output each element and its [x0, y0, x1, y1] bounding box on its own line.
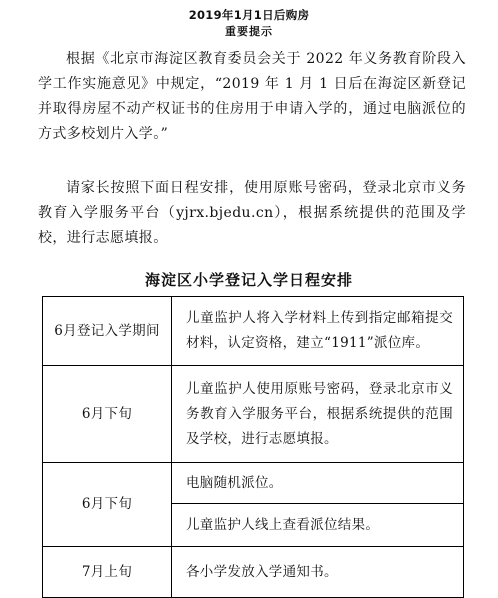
- period-cell: 6月下旬: [43, 366, 172, 463]
- table-row: [43, 463, 464, 504]
- period-cell: 6月登记入学期间: [43, 297, 172, 366]
- table-row: [43, 366, 464, 463]
- instruction-paragraph: 请家长按照下面日程安排，使用原账号密码，登录北京市义务教育入学服务平台（yjrx.bjedu.cn），根据系统提供的范围及学校，进行志愿填报。: [38, 180, 466, 246]
- notice-subtitle: 重要提示: [225, 25, 273, 38]
- policy-paragraph: 根据《北京市海淀区教育委员会关于 2022 年义务教育阶段入学工作实施意见》中规定，“2019 年 1 月 1 日后在海淀区新登记并取得房屋不动产权证书的住房用于申请入学的，通过电脑派位的方式多校划片入学。”: [38, 51, 466, 142]
- period-cell: 6月下旬: [43, 463, 172, 547]
- period-cell: 7月上旬: [43, 547, 172, 598]
- description-cell: 儿童监护人使用原账号密码，登录北京市义务教育入学服务平台，根据系统提供的范围及学校，进行志愿填报。: [172, 366, 464, 463]
- schedule-title: 海淀区小学登记入学日程安排: [144, 271, 353, 289]
- description-cell: 儿童监护人将入学材料上传到指定邮箱提交材料，认定资格，建立“1911”派位库。: [172, 297, 464, 366]
- table-row: [43, 547, 464, 598]
- description-cell: 各小学发放入学通知书。: [172, 547, 464, 598]
- schedule-table: [42, 296, 464, 598]
- table-row: [43, 297, 464, 366]
- description-cell: 电脑随机派位。: [172, 463, 464, 504]
- description-cell: 儿童监护人线上查看派位结果。: [172, 504, 464, 547]
- notice-title: 2019年1月1日后购房: [188, 8, 310, 22]
